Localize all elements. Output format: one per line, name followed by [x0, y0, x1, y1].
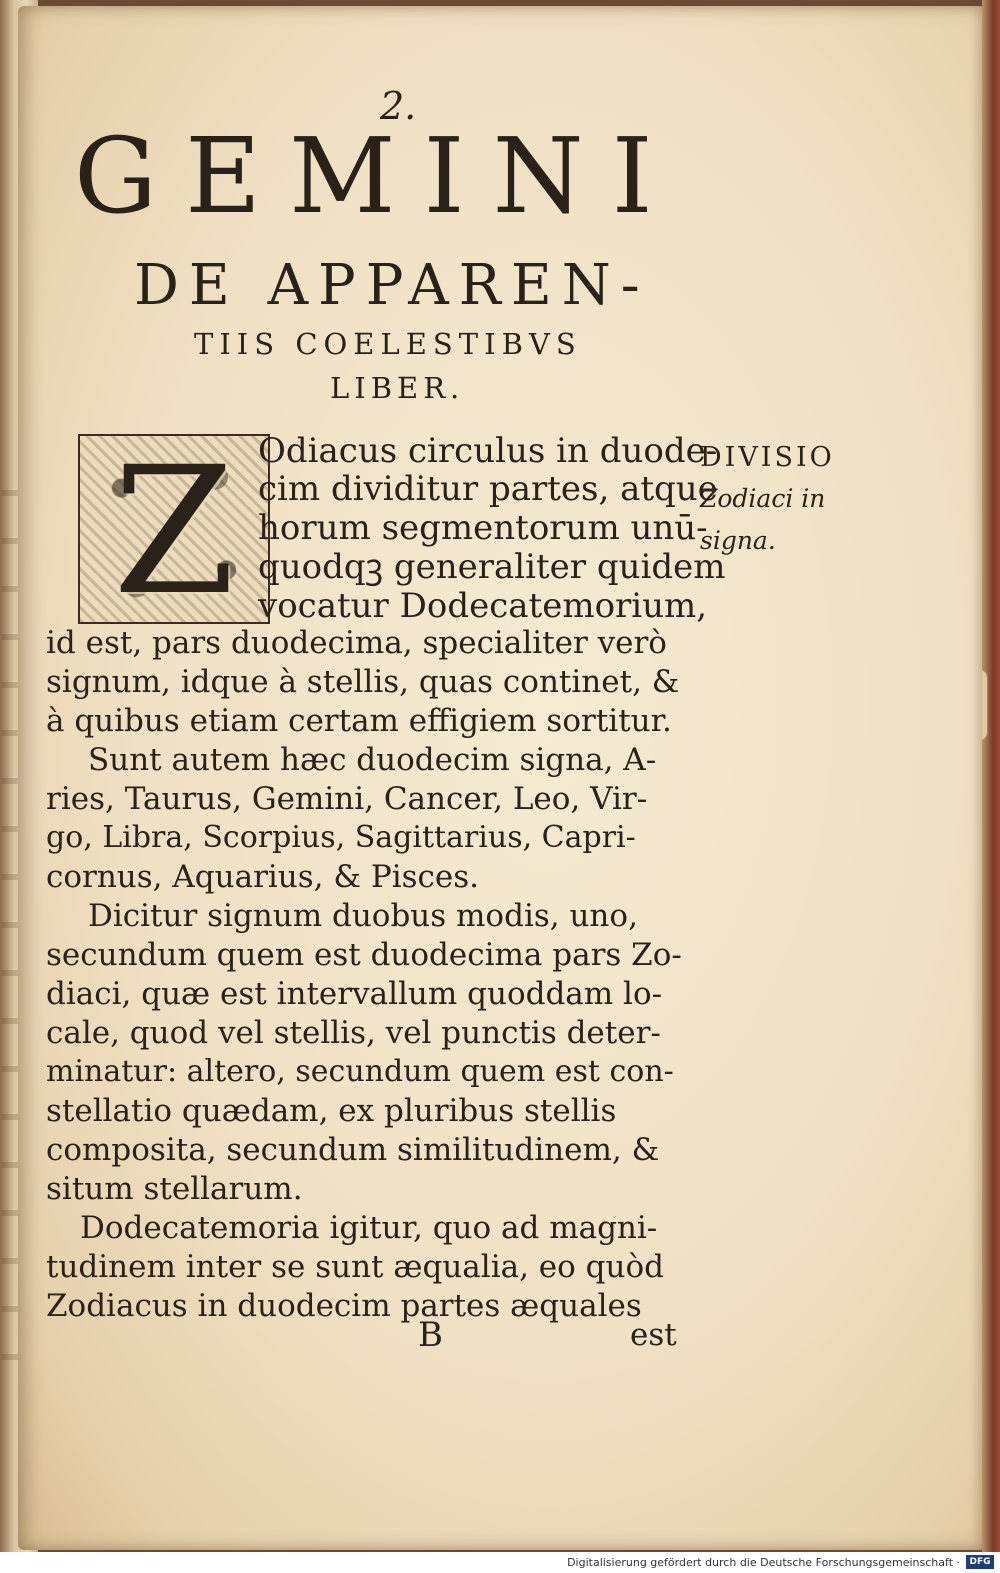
right-page-edge	[982, 0, 1000, 1552]
title-line-2: DE APPAREN-	[134, 253, 650, 318]
body-line: signum, idque à stellis, quas continet, &	[46, 664, 680, 700]
body-line: diaci, quæ est intervallum quoddam lo-	[46, 976, 663, 1012]
body-line: situm stellarum.	[46, 1171, 303, 1207]
body-line: cim dividitur partes, atque	[258, 469, 718, 509]
body-line: cornus, Aquarius, & Pisces.	[46, 859, 479, 895]
body-line: quodqꝫ generaliter quidem	[258, 547, 726, 587]
footer-bar	[0, 1552, 1000, 1573]
body-line: à quibus etiam certam effigiem sortitur.	[46, 703, 672, 739]
body-line: minatur: altero, secundum quem est con-	[46, 1054, 674, 1089]
page	[18, 6, 982, 1550]
body-line: horum segmentorum unū-	[258, 508, 708, 548]
catchword: est	[630, 1317, 677, 1353]
marginal-note-line-1: DIVISIO	[700, 442, 835, 473]
title-line-4: LIBER.	[330, 371, 465, 405]
marginal-note-line-2: Zodiaci in	[700, 484, 826, 513]
body-line: tudinem inter se sunt æqualia, eo quòd	[46, 1249, 664, 1285]
title-line-3: TIIS COELESTIBVS	[194, 327, 582, 361]
body-line: composita, secundum similitudinem, &	[46, 1132, 660, 1168]
dfg-logo: DFG	[966, 1555, 994, 1569]
body-line: ries, Taurus, Gemini, Cancer, Leo, Vir-	[46, 781, 648, 817]
decorated-initial	[78, 429, 270, 634]
body-line: Dicitur signum duobus modis, uno,	[88, 898, 638, 934]
marginal-note-line-3: signa.	[700, 526, 776, 555]
body-line: Zodiacus in duodecim partes æquales	[46, 1288, 642, 1324]
page-number: 2.	[380, 84, 417, 128]
body-line: secundum quem est duodecima pars Zo-	[46, 937, 682, 973]
body-line: Sunt autem hæc duodecim signa, A-	[88, 742, 657, 778]
title-line-1: GEMINI	[74, 115, 681, 237]
body-line: stellatio quædam, ex pluribus stellis	[46, 1093, 617, 1129]
body-line: Dodecatemoria igitur, quo ad magni-	[80, 1210, 658, 1246]
footer-credit: Digitalisierung gefördert durch die Deutsche Forschungsgemeinschaft ·	[567, 1556, 960, 1569]
signature-mark: B	[418, 1315, 443, 1355]
body-line: vocatur Dodecatemorium,	[258, 586, 708, 626]
body-line: Odiacus circulus in duode-	[258, 431, 718, 471]
decorated-initial-letter: Z	[112, 429, 236, 634]
body-line: id est, pars duodecima, specialiter verò	[46, 625, 667, 661]
body-line: go, Libra, Scorpius, Sagittarius, Capri-	[46, 820, 636, 855]
body-line: cale, quod vel stellis, vel punctis deter-	[46, 1015, 661, 1051]
